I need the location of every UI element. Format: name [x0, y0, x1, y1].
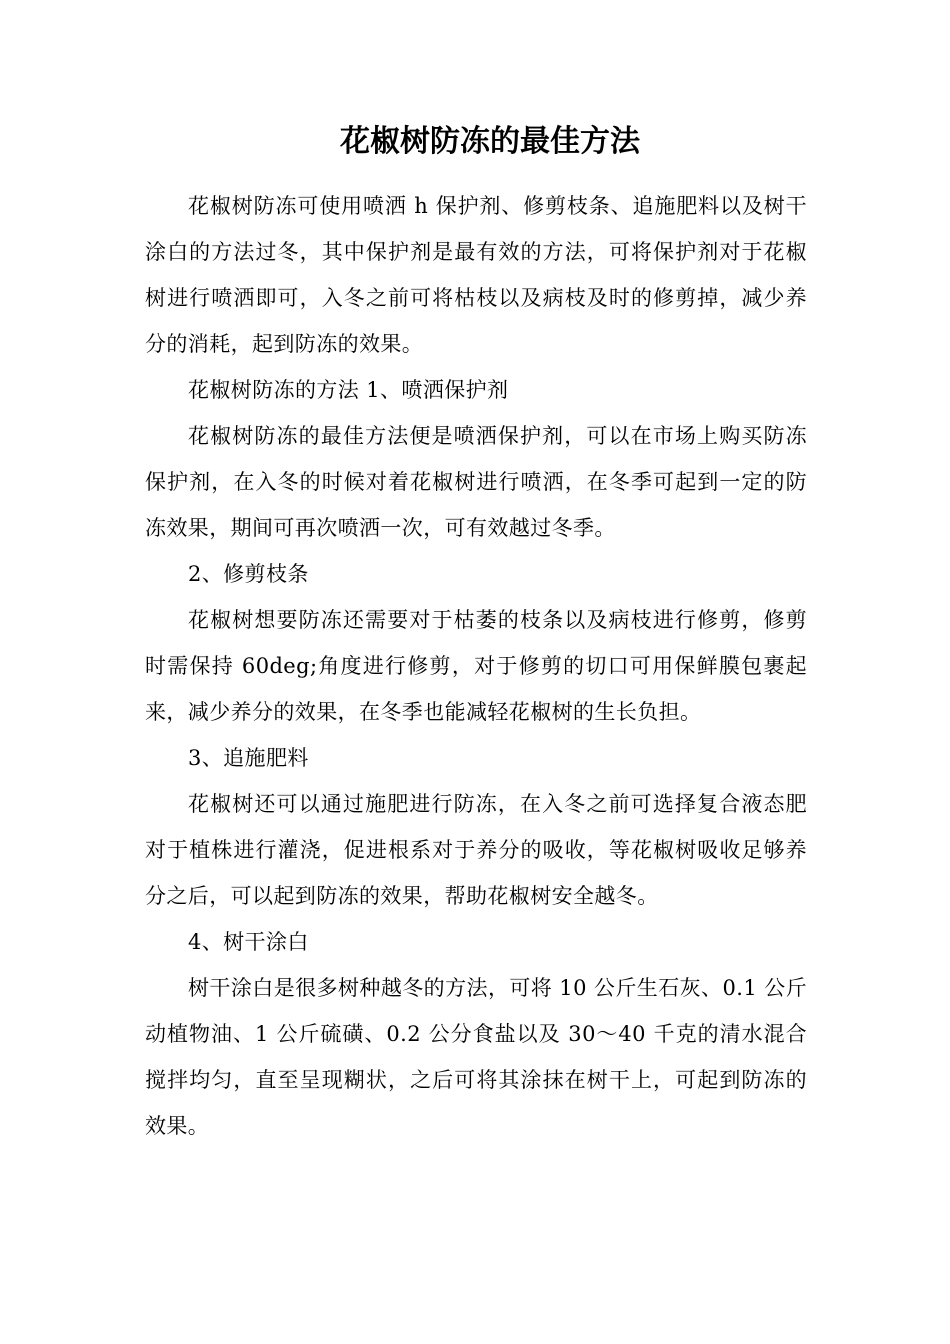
heading-method-1: 花椒树防冻的方法 1、喷洒保护剂 — [188, 378, 509, 402]
paragraph-method-4: 树干涂白是很多树种越冬的方法，可将 10 公斤生石灰、0.1 公斤动植物油、1 公斤硫磺、0.2 公分食盐以及 30～40 千克的清水混合搅拌均匀，直至呈现糊状，之后可将其涂抹在树干上，可起到防冻的效果。 — [145, 976, 807, 1138]
paragraph-intro: 花椒树防冻可使用喷洒 h 保护剂、修剪枝条、追施肥料以及树干涂白的方法过冬，其中保护剂是最有效的方法，可将保护剂对于花椒树进行喷洒即可，入冬之前可将枯枝以及病枝及时的修剪掉，减少养分的消耗，起到防冻的效果。 — [145, 194, 807, 356]
heading-method-3: 3、追施肥料 — [188, 746, 309, 770]
heading-method-4: 4、树干涂白 — [188, 930, 309, 954]
document-title: 花椒树防冻的最佳方法 — [340, 124, 640, 159]
paragraph-method-3: 花椒树还可以通过施肥进行防冻，在入冬之前可选择复合液态肥对于植株进行灌浇，促进根系对于养分的吸收，等花椒树吸收足够养分之后，可以起到防冻的效果，帮助花椒树安全越冬。 — [145, 792, 807, 908]
document-body — [145, 183, 807, 1149]
paragraph-method-1: 花椒树防冻的最佳方法便是喷洒保护剂，可以在市场上购买防冻保护剂，在入冬的时候对着花椒树进行喷洒，在冬季可起到一定的防冻效果，期间可再次喷洒一次，可有效越过冬季。 — [145, 424, 807, 540]
paragraph-method-2: 花椒树想要防冻还需要对于枯萎的枝条以及病枝进行修剪，修剪时需保持 60deg;角度进行修剪，对于修剪的切口可用保鲜膜包裹起来，减少养分的效果，在冬季也能减轻花椒树的生长负担。 — [145, 608, 807, 724]
heading-method-2: 2、修剪枝条 — [188, 562, 309, 586]
